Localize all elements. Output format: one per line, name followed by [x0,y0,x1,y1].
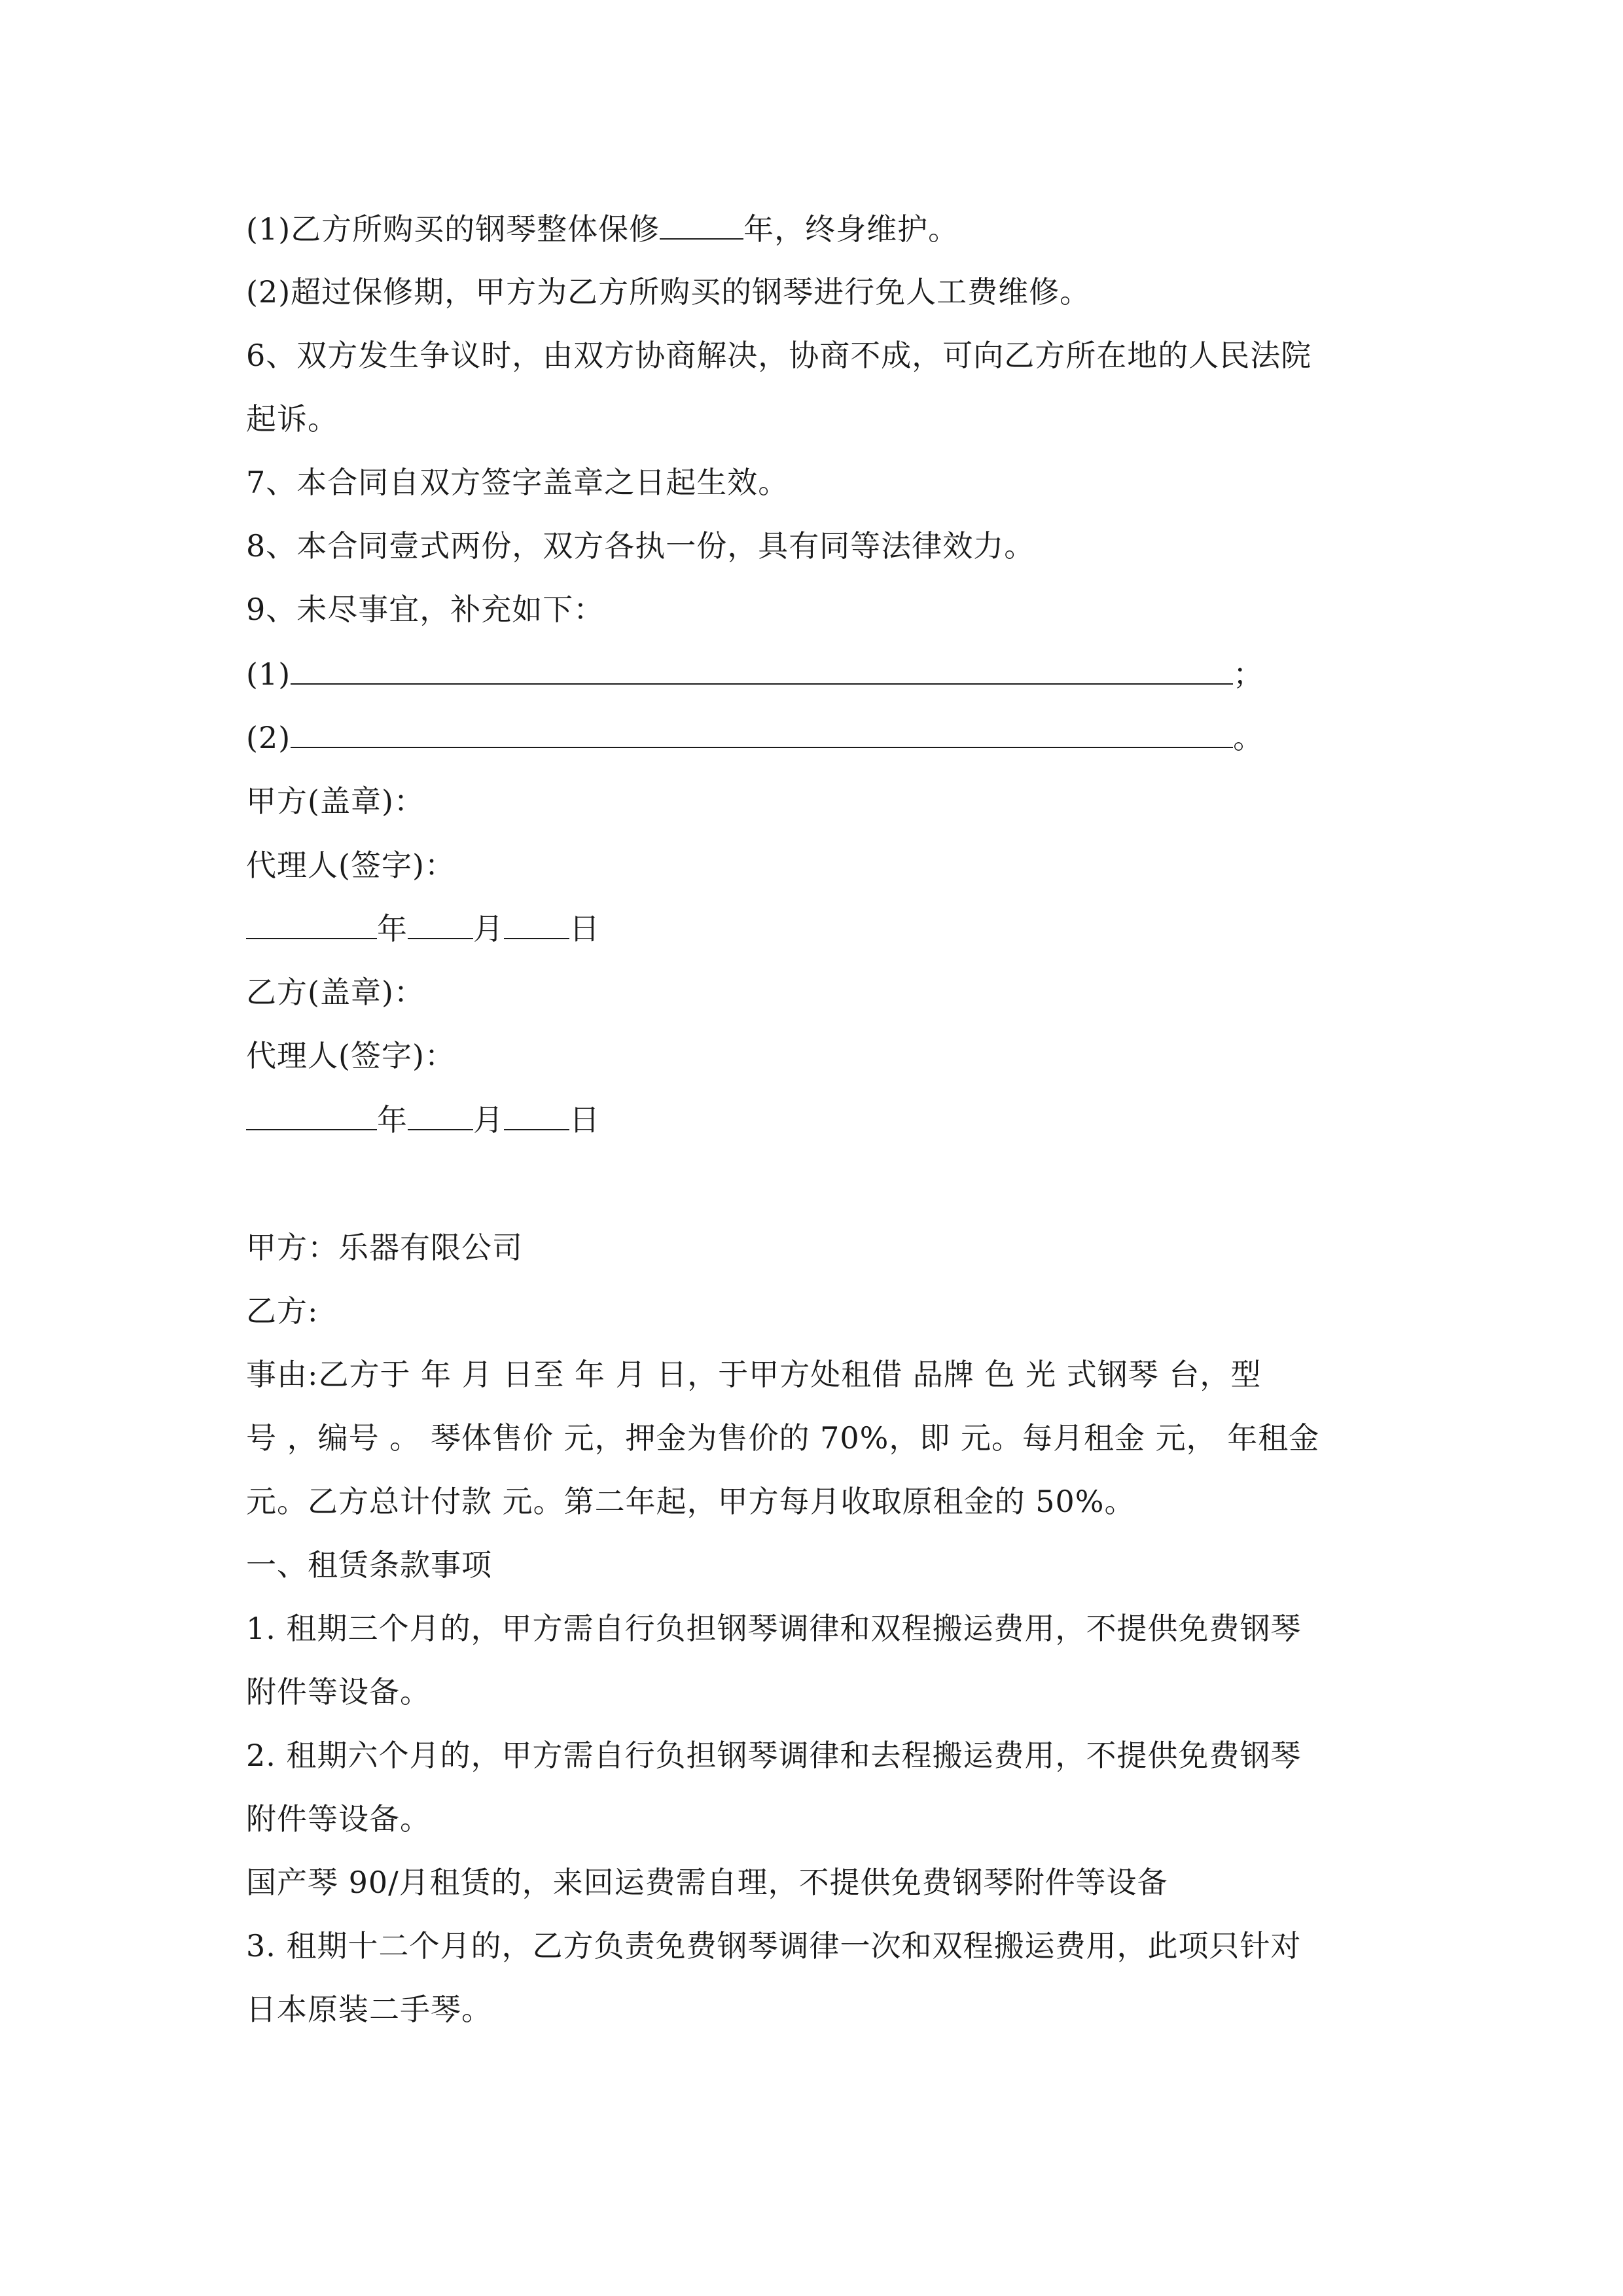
lease-item-3-line-1: 3. 租期十二个月的，乙方负责免费钢琴调律一次和双程搬运费用，此项只针对 [246,1928,1302,1964]
party-b-year-blank [246,1103,377,1130]
domestic-piano-note: 国产琴 90/月租赁的，来回运费需自理，不提供免费钢琴附件等设备 [246,1865,1168,1900]
supplement-1-end: ； [1233,656,1264,692]
matter-line-3: 元。乙方总计付款 元。第二年起，甲方每月收取原租金的 50%。 [246,1484,1135,1519]
party-b-seal: 乙方(盖章)： [246,975,425,1010]
party-b-name: 乙方: [246,1293,319,1329]
lease-item-2-line-2: 附件等设备。 [246,1801,431,1837]
supplement-2-label: (2) [246,720,291,755]
party-a-day-blank [504,912,569,939]
matter-line-2: 号 ，编号 。 琴体售价 元，押金为售价的 70%，即 元。每月租金 元， 年租金 [246,1420,1320,1456]
clause-9: 9、未尽事宜，补充如下： [246,592,605,627]
party-b-month-blank [408,1103,473,1130]
supplement-1-label: (1) [246,656,291,692]
party-b-month-label: 月 [473,1102,504,1138]
party-b-year-label: 年 [377,1102,408,1138]
warranty-item-1-suffix: 年，终身维护。 [743,211,959,247]
clause-7: 7、本合同自双方签字盖章之日起生效。 [246,465,789,500]
supplement-2-blank [291,721,1233,748]
party-a-company: 甲方：乐器有限公司 [246,1230,523,1265]
party-b-agent: 代理人(签字)： [246,1038,455,1073]
lease-item-2-line-1: 2. 租期六个月的，甲方需自行负担钢琴调律和去程搬运费用，不提供免费钢琴 [246,1738,1302,1773]
lease-item-1-line-2: 附件等设备。 [246,1674,431,1710]
clause-8: 8、本合同壹式两份，双方各执一份，具有同等法律效力。 [246,528,1035,564]
clause-6-line-1: 6、双方发生争议时，由双方协商解决，协商不成，可向乙方所在地的人民法院 [246,338,1312,373]
section-title-lease-terms: 一、租赁条款事项 [246,1547,492,1583]
warranty-item-2: (2)超过保修期，甲方为乙方所购买的钢琴进行免人工费维修。 [246,274,1091,310]
party-a-year-label: 年 [377,911,408,946]
party-a-month-blank [408,912,473,939]
supplement-line-1 [246,655,1264,694]
supplement-line-2 [246,718,1264,757]
party-a-month-label: 月 [473,911,504,946]
matter-line-1: 事由:乙方于 年 月 日至 年 月 日，于甲方处租借 品牌 色 光 式钢琴 台，型 [246,1357,1262,1392]
warranty-years-blank [660,212,743,240]
lease-item-3-line-2: 日本原装二手琴。 [246,1992,492,2027]
clause-6-line-2: 起诉。 [246,401,338,437]
party-a-agent: 代理人(签字)： [246,848,455,883]
lease-item-1-line-1: 1. 租期三个月的，甲方需自行负担钢琴调律和双程搬运费用，不提供免费钢琴 [246,1611,1302,1646]
supplement-2-end: 。 [1233,720,1264,755]
party-b-day-label: 日 [569,1102,600,1138]
party-a-date [246,909,600,948]
party-a-seal: 甲方(盖章)： [246,783,425,819]
warranty-item-1 [246,209,959,249]
party-b-day-blank [504,1103,569,1130]
party-b-date [246,1100,600,1139]
warranty-item-1-text: (1)乙方所购买的钢琴整体保修 [246,211,660,247]
party-a-year-blank [246,912,377,939]
party-a-day-label: 日 [569,911,600,946]
supplement-1-blank [291,657,1233,685]
